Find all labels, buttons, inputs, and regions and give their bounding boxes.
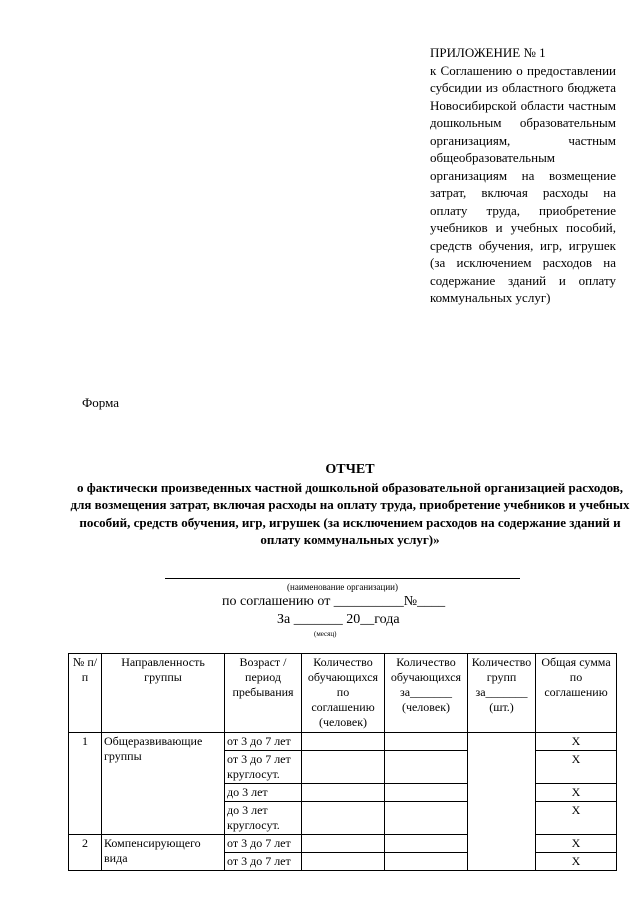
header-total-sum: Общая сумма по соглашению <box>536 654 617 733</box>
sum-cell: Х <box>536 802 617 835</box>
students-agreement-cell <box>302 751 385 784</box>
students-period-cell <box>385 733 468 751</box>
age-cell: до 3 лет круглосут. <box>225 802 302 835</box>
header-students-agreement: Количество обучающихся по соглашению (человек) <box>302 654 385 733</box>
age-cell: от 3 до 7 лет круглосут. <box>225 751 302 784</box>
students-agreement-cell <box>302 784 385 802</box>
header-students-period: Количество обучающихся за_______ (человек) <box>385 654 468 733</box>
appendix-text: к Соглашению о предоставлении субсидии из областного бюджета Новосибирской области частным дошкольным образовательным организациям, частным общеобразовательным организациям на возмещение затрат, включая расходы на оплату труда, приобретение учебников и учебных пособий, средств обучения, игр, игрушек (за исключением расходов на содержание зданий и оплату коммунальных услуг) <box>430 62 616 305</box>
students-period-cell <box>385 835 468 853</box>
groups-count-cell <box>468 733 536 871</box>
students-period-cell <box>385 802 468 835</box>
table-row <box>69 733 617 751</box>
students-agreement-cell <box>302 733 385 751</box>
report-title-block <box>70 461 630 549</box>
row-number: 2 <box>69 835 102 871</box>
students-period-cell <box>385 784 468 802</box>
report-subtitle: о фактически произведенных частной дошкольной образовательной организацией расходов, для возмещения затрат, включая расходы на оплату труда, приобретение учебников и учебных пособий, средств обучения, игр, игрушек (за исключением расходов на содержание зданий и оплату коммунальных услуг)» <box>70 479 630 547</box>
sum-cell: Х <box>536 733 617 751</box>
period-line: За _______ 20__года <box>277 612 400 627</box>
appendix-heading: ПРИЛОЖЕНИЕ № 1 <box>430 45 546 60</box>
sum-cell: Х <box>536 751 617 784</box>
form-label: Форма <box>82 395 119 410</box>
sum-cell: Х <box>536 853 617 871</box>
age-cell: до 3 лет <box>225 784 302 802</box>
appendix-block <box>430 44 616 307</box>
students-period-cell <box>385 751 468 784</box>
age-cell: от 3 до 7 лет <box>225 853 302 871</box>
header-age: Возраст /период пребывания <box>225 654 302 733</box>
sum-cell: Х <box>536 784 617 802</box>
students-agreement-cell <box>302 835 385 853</box>
table-header-row <box>69 654 617 733</box>
agreement-line: по соглашению от __________№____ <box>222 594 446 609</box>
sum-cell: Х <box>536 835 617 853</box>
students-period-cell <box>385 853 468 871</box>
age-cell: от 3 до 7 лет <box>225 835 302 853</box>
age-cell: от 3 до 7 лет <box>225 733 302 751</box>
header-number: № п/п <box>69 654 102 733</box>
group-name: Общеразвивающие группы <box>102 733 225 835</box>
group-name: Компенсирующего вида <box>102 835 225 871</box>
students-agreement-cell <box>302 802 385 835</box>
report-title: ОТЧЕТ <box>325 462 375 477</box>
month-hint: (месяц) <box>314 630 337 638</box>
row-number: 1 <box>69 733 102 835</box>
organization-name-line <box>165 578 520 579</box>
header-group-type: Направленность группы <box>102 654 225 733</box>
students-agreement-cell <box>302 853 385 871</box>
header-groups-count: Количество групп за_______ (шт.) <box>468 654 536 733</box>
organization-name-hint: (наименование организации) <box>287 582 398 592</box>
report-table <box>68 653 617 871</box>
